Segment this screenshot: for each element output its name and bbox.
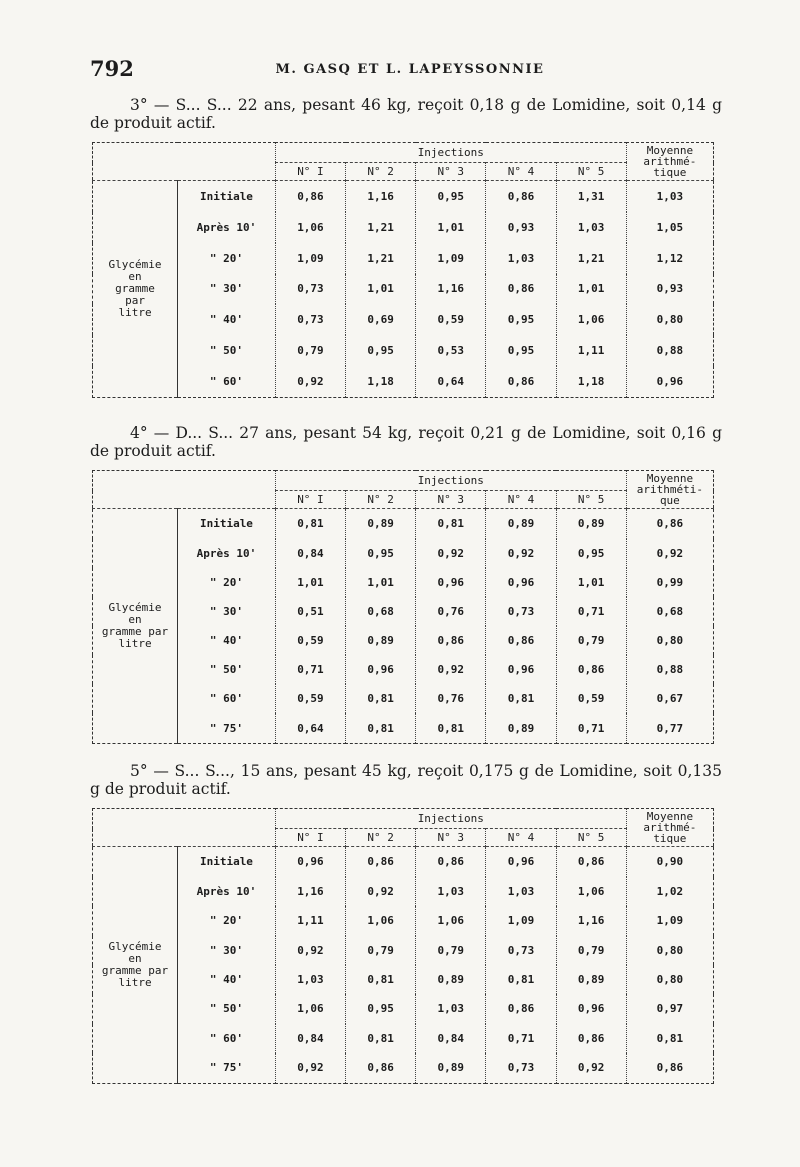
- glycemia-value: 1,16: [346, 181, 416, 213]
- injections-header: Injections: [275, 809, 626, 829]
- glycemia-value: 0,68: [346, 597, 416, 626]
- injection-column-header: N° 2: [346, 163, 416, 181]
- time-label: " 75': [178, 1053, 276, 1084]
- glycemia-label-line: litre: [118, 637, 152, 650]
- glycemia-value: 0,96: [346, 655, 416, 684]
- glycemia-value: 0,89: [556, 509, 626, 539]
- glycemia-value: 0,76: [416, 597, 486, 626]
- mean-value: 0,81: [626, 1024, 713, 1053]
- case-3-paragraph: 3° — S... S... 22 ans, pesant 46 kg, reçoit 0,18 g de Lomidine, soit 0,14 g de produit actif.: [90, 96, 722, 132]
- table-row: [93, 304, 714, 335]
- data-table: [92, 808, 714, 1084]
- glycemia-value: 1,01: [416, 212, 486, 243]
- mean-header-line: arithmé-: [643, 155, 697, 168]
- mean-value: 0,97: [626, 994, 713, 1023]
- mean-value: 1,09: [626, 906, 713, 935]
- injection-column-header: N° 3: [416, 829, 486, 847]
- case-5-paragraph: 5° — S... S..., 15 ans, pesant 45 kg, reçoit 0,175 g de Lomidine, soit 0,135 g de produit actif.: [90, 762, 722, 798]
- time-label: " 50': [178, 655, 276, 684]
- glycemia-label-line: Glycémie: [108, 258, 162, 271]
- mean-header: [626, 809, 713, 847]
- glycemia-value: 0,84: [275, 1024, 345, 1053]
- table-row: [93, 539, 714, 568]
- glycemia-label: [93, 181, 178, 398]
- glycemia-value: 0,95: [416, 181, 486, 213]
- data-table: [92, 142, 714, 398]
- injection-column-header: N° 4: [486, 163, 556, 181]
- glycemia-label-line: en: [128, 270, 142, 283]
- glycemia-value: 1,11: [556, 335, 626, 366]
- table-row: [93, 994, 714, 1023]
- glycemia-value: 1,03: [486, 243, 556, 274]
- mean-value: 1,12: [626, 243, 713, 274]
- glycemia-value: 0,92: [416, 539, 486, 568]
- glycemia-value: 1,06: [346, 906, 416, 935]
- glycemia-value: 0,86: [486, 626, 556, 655]
- glycemia-value: 1,06: [275, 994, 345, 1023]
- glycemia-value: 0,86: [275, 181, 345, 213]
- table-row: [93, 597, 714, 626]
- glycemia-value: 0,96: [556, 994, 626, 1023]
- time-label: Après 10': [178, 212, 276, 243]
- glycemia-value: 1,01: [275, 568, 345, 597]
- glycemia-value: 0,73: [486, 936, 556, 965]
- glycemia-value: 0,89: [346, 509, 416, 539]
- glycemia-value: 1,16: [416, 274, 486, 305]
- glycemia-value: 0,86: [486, 181, 556, 213]
- glycemia-value: 1,16: [556, 906, 626, 935]
- time-label: " 40': [178, 965, 276, 994]
- glycemia-value: 0,89: [416, 1053, 486, 1084]
- glycemia-value: 1,06: [416, 906, 486, 935]
- glycemia-value: 0,86: [346, 847, 416, 877]
- glycemia-value: 1,21: [346, 212, 416, 243]
- table-row: [93, 655, 714, 684]
- time-label: " 20': [178, 906, 276, 935]
- glycemia-value: 1,01: [556, 568, 626, 597]
- glycemia-value: 0,79: [275, 335, 345, 366]
- table-row: [93, 212, 714, 243]
- mean-header: [626, 471, 713, 509]
- corner-cell: [93, 809, 276, 847]
- glycemia-value: 0,59: [275, 684, 345, 713]
- data-table: [92, 470, 714, 744]
- glycemia-label-line: en: [128, 952, 142, 965]
- glycemia-value: 0,92: [275, 936, 345, 965]
- glycemia-value: 0,73: [275, 304, 345, 335]
- time-label: " 60': [178, 1024, 276, 1053]
- glycemia-value: 0,86: [486, 274, 556, 305]
- glycemia-label-line: par: [125, 294, 145, 307]
- mean-header-line: arithméti-: [636, 483, 703, 496]
- glycemia-value: 0,89: [486, 713, 556, 743]
- glycemia-value: 1,09: [275, 243, 345, 274]
- glycemia-value: 1,06: [556, 877, 626, 906]
- glycemia-value: 0,81: [346, 713, 416, 743]
- mean-value: 0,88: [626, 335, 713, 366]
- glycemia-value: 0,96: [486, 847, 556, 877]
- glycemia-label-line: litre: [118, 306, 152, 319]
- glycemia-value: 0,51: [275, 597, 345, 626]
- time-label: Initiale: [178, 509, 276, 539]
- time-label: " 60': [178, 366, 276, 398]
- injection-column-header: N° 2: [346, 829, 416, 847]
- glycemia-value: 0,81: [486, 965, 556, 994]
- table-row: [93, 335, 714, 366]
- glycemia-label: [93, 847, 178, 1084]
- mean-value: 0,92: [626, 539, 713, 568]
- glycemia-value: 1,31: [556, 181, 626, 213]
- table-row: [93, 626, 714, 655]
- glycemia-value: 1,03: [416, 877, 486, 906]
- glycemia-value: 0,81: [416, 509, 486, 539]
- table-row: [93, 243, 714, 274]
- glycemia-value: 0,73: [486, 597, 556, 626]
- glycemia-value: 1,06: [275, 212, 345, 243]
- glycemia-value: 0,84: [416, 1024, 486, 1053]
- table-row: [93, 965, 714, 994]
- corner-cell: [93, 143, 276, 181]
- injection-column-header: N° 5: [556, 163, 626, 181]
- glycemia-value: 1,16: [275, 877, 345, 906]
- page-header: [90, 56, 730, 84]
- glycemia-label: [93, 509, 178, 744]
- injection-column-header: N° 4: [486, 829, 556, 847]
- glycemia-value: 0,73: [275, 274, 345, 305]
- glycemia-value: 0,81: [486, 684, 556, 713]
- glycemia-label-line: Glycémie: [108, 940, 162, 953]
- time-label: " 40': [178, 626, 276, 655]
- glycemia-value: 1,18: [556, 366, 626, 398]
- mean-header: [626, 143, 713, 181]
- glycemia-value: 0,89: [486, 509, 556, 539]
- mean-header-line: Moyenne: [646, 472, 694, 485]
- time-label: " 30': [178, 274, 276, 305]
- mean-value: 0,90: [626, 847, 713, 877]
- glycemia-value: 1,03: [275, 965, 345, 994]
- glycemia-value: 0,59: [556, 684, 626, 713]
- glycemia-value: 0,79: [556, 626, 626, 655]
- glycemia-value: 0,81: [346, 684, 416, 713]
- mean-header-line: tique: [653, 832, 687, 845]
- glycemia-value: 0,86: [416, 847, 486, 877]
- injection-column-header: N° 2: [346, 491, 416, 509]
- glycemia-value: 0,93: [486, 212, 556, 243]
- time-label: " 20': [178, 243, 276, 274]
- corner-cell: [93, 471, 276, 509]
- case-4-paragraph: 4° — D... S... 27 ans, pesant 54 kg, reçoit 0,21 g de Lomidine, soit 0,16 g de produit actif.: [90, 424, 722, 460]
- glycemia-value: 0,73: [486, 1053, 556, 1084]
- header-row: [93, 809, 714, 829]
- glycemia-label-line: Glycémie: [108, 601, 162, 614]
- glycemia-value: 0,95: [486, 335, 556, 366]
- mean-value: 1,05: [626, 212, 713, 243]
- injection-column-header: N° I: [275, 163, 345, 181]
- injection-column-header: N° 3: [416, 491, 486, 509]
- mean-header-line: Moyenne: [646, 810, 694, 823]
- glycemia-value: 0,86: [556, 655, 626, 684]
- mean-header-line: que: [659, 494, 680, 507]
- glycemia-label-line: gramme par: [101, 625, 169, 638]
- glycemia-label-line: gramme par: [101, 964, 169, 977]
- time-label: Après 10': [178, 877, 276, 906]
- glycemia-value: 0,86: [416, 626, 486, 655]
- table-row: [93, 936, 714, 965]
- injections-header: Injections: [275, 471, 626, 491]
- glycemia-value: 0,53: [416, 335, 486, 366]
- glycemia-table-case-5: [92, 808, 714, 1084]
- time-label: " 50': [178, 335, 276, 366]
- mean-value: 1,03: [626, 181, 713, 213]
- glycemia-value: 0,92: [346, 877, 416, 906]
- mean-value: 0,86: [626, 1053, 713, 1084]
- time-label: " 60': [178, 684, 276, 713]
- glycemia-label-line: en: [128, 613, 142, 626]
- glycemia-value: 1,06: [556, 304, 626, 335]
- glycemia-value: 0,79: [416, 936, 486, 965]
- mean-value: 0,80: [626, 936, 713, 965]
- glycemia-value: 0,92: [275, 366, 345, 398]
- glycemia-value: 1,03: [556, 212, 626, 243]
- glycemia-value: 0,86: [346, 1053, 416, 1084]
- glycemia-value: 0,71: [275, 655, 345, 684]
- time-label: " 40': [178, 304, 276, 335]
- table-row: [93, 1024, 714, 1053]
- table-row: [93, 274, 714, 305]
- injection-column-header: N° 3: [416, 163, 486, 181]
- mean-value: 0,80: [626, 626, 713, 655]
- table-row: [93, 906, 714, 935]
- time-label: " 75': [178, 713, 276, 743]
- table-row: [93, 181, 714, 213]
- glycemia-value: 1,03: [486, 877, 556, 906]
- time-label: " 20': [178, 568, 276, 597]
- time-label: " 30': [178, 597, 276, 626]
- glycemia-value: 0,84: [275, 539, 345, 568]
- time-label: Initiale: [178, 847, 276, 877]
- glycemia-value: 0,89: [556, 965, 626, 994]
- mean-value: 0,80: [626, 304, 713, 335]
- injections-header: Injections: [275, 143, 626, 163]
- glycemia-value: 0,96: [486, 655, 556, 684]
- glycemia-value: 0,95: [486, 304, 556, 335]
- injection-column-header: N° 5: [556, 829, 626, 847]
- mean-header-line: Moyenne: [646, 144, 694, 157]
- glycemia-value: 0,86: [556, 1024, 626, 1053]
- glycemia-value: 0,89: [416, 965, 486, 994]
- glycemia-value: 0,95: [346, 335, 416, 366]
- glycemia-value: 0,92: [416, 655, 486, 684]
- glycemia-value: 0,92: [275, 1053, 345, 1084]
- header-row: [93, 471, 714, 491]
- table-row: [93, 847, 714, 877]
- glycemia-table-case-3: [92, 142, 714, 398]
- mean-value: 0,88: [626, 655, 713, 684]
- glycemia-value: 1,11: [275, 906, 345, 935]
- mean-value: 0,67: [626, 684, 713, 713]
- glycemia-value: 0,71: [556, 713, 626, 743]
- mean-value: 0,86: [626, 509, 713, 539]
- glycemia-value: 0,95: [346, 539, 416, 568]
- glycemia-value: 0,59: [275, 626, 345, 655]
- glycemia-value: 0,95: [556, 539, 626, 568]
- glycemia-value: 0,71: [556, 597, 626, 626]
- injection-column-header: N° I: [275, 491, 345, 509]
- glycemia-value: 0,79: [556, 936, 626, 965]
- glycemia-value: 0,92: [486, 539, 556, 568]
- glycemia-table-case-4: [92, 470, 714, 744]
- injection-column-header: N° 5: [556, 491, 626, 509]
- glycemia-value: 1,03: [416, 994, 486, 1023]
- glycemia-value: 0,89: [346, 626, 416, 655]
- glycemia-label-line: litre: [118, 976, 152, 989]
- mean-value: 0,80: [626, 965, 713, 994]
- table-row: [93, 568, 714, 597]
- table-row: [93, 366, 714, 398]
- glycemia-value: 0,92: [556, 1053, 626, 1084]
- glycemia-value: 0,96: [275, 847, 345, 877]
- glycemia-value: 0,59: [416, 304, 486, 335]
- mean-value: 0,99: [626, 568, 713, 597]
- glycemia-value: 0,79: [346, 936, 416, 965]
- glycemia-value: 0,64: [275, 713, 345, 743]
- table-row: [93, 1053, 714, 1084]
- table-row: [93, 509, 714, 539]
- time-label: " 50': [178, 994, 276, 1023]
- glycemia-value: 1,01: [346, 568, 416, 597]
- injection-column-header: N° I: [275, 829, 345, 847]
- glycemia-value: 0,86: [486, 994, 556, 1023]
- glycemia-value: 1,18: [346, 366, 416, 398]
- running-head: M. GASQ ET L. LAPEYSSONNIE: [275, 62, 545, 77]
- mean-value: 0,77: [626, 713, 713, 743]
- glycemia-value: 0,96: [416, 568, 486, 597]
- header-row: [93, 143, 714, 163]
- glycemia-value: 0,69: [346, 304, 416, 335]
- glycemia-value: 0,81: [346, 965, 416, 994]
- glycemia-value: 0,81: [416, 713, 486, 743]
- injection-column-header: N° 4: [486, 491, 556, 509]
- glycemia-value: 0,81: [346, 1024, 416, 1053]
- table-row: [93, 713, 714, 743]
- table-row: [93, 877, 714, 906]
- glycemia-value: 0,71: [486, 1024, 556, 1053]
- glycemia-value: 1,01: [556, 274, 626, 305]
- glycemia-value: 0,76: [416, 684, 486, 713]
- mean-value: 0,96: [626, 366, 713, 398]
- time-label: Initiale: [178, 181, 276, 213]
- time-label: " 30': [178, 936, 276, 965]
- mean-value: 1,02: [626, 877, 713, 906]
- mean-header-line: tique: [653, 166, 687, 179]
- table-row: [93, 684, 714, 713]
- glycemia-value: 0,86: [486, 366, 556, 398]
- glycemia-value: 0,86: [556, 847, 626, 877]
- glycemia-value: 0,95: [346, 994, 416, 1023]
- mean-value: 0,68: [626, 597, 713, 626]
- glycemia-value: 0,96: [486, 568, 556, 597]
- glycemia-value: 1,09: [486, 906, 556, 935]
- glycemia-label-line: gramme: [115, 282, 155, 295]
- time-label: Après 10': [178, 539, 276, 568]
- mean-value: 0,93: [626, 274, 713, 305]
- page-number: 792: [90, 56, 134, 81]
- glycemia-value: 1,01: [346, 274, 416, 305]
- glycemia-value: 0,64: [416, 366, 486, 398]
- glycemia-value: 1,09: [416, 243, 486, 274]
- glycemia-value: 1,21: [346, 243, 416, 274]
- glycemia-value: 0,81: [275, 509, 345, 539]
- glycemia-value: 1,21: [556, 243, 626, 274]
- mean-header-line: arithmé-: [643, 821, 697, 834]
